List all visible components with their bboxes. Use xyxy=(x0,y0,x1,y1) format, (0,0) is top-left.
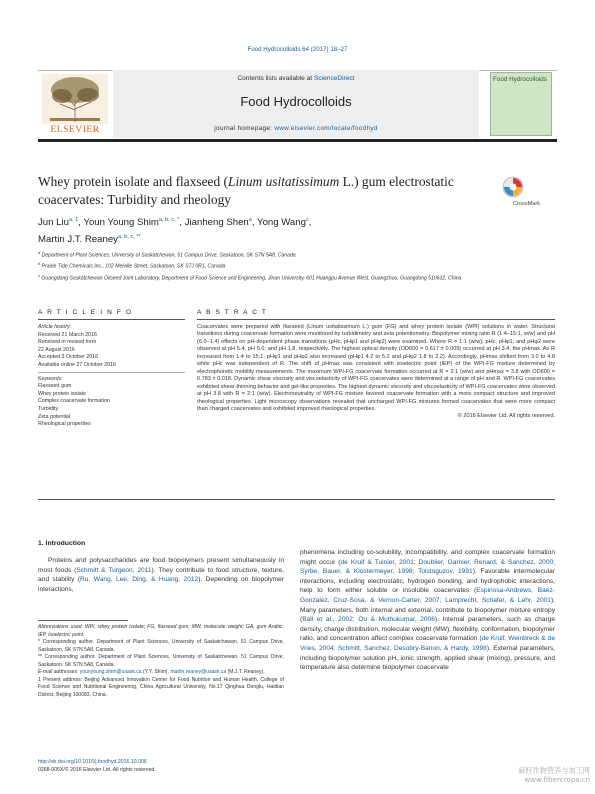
article-title xyxy=(38,173,478,209)
affiliation-text: Prairie Tide Chemicals Inc., 102 Melville Street, Saskatoon, SK S7J 0R1, Canada xyxy=(41,264,226,271)
elsevier-tree-logo xyxy=(42,74,108,124)
abstract-rule xyxy=(197,319,555,320)
keyword-item: Flaxseed gum xyxy=(38,383,72,390)
body-text: ). Internal parameters, such as charge density, charge distribution, molecular weight (MW), flexibility, conformation, biopolymer ratio, and concentration affect complex coacervate formation ( xyxy=(300,616,555,643)
affiliation-marker: b xyxy=(38,261,41,267)
affiliation-item xyxy=(38,272,558,283)
intro-text: Proteins and polysaccharides are food biopolymers present simultaneously in most foods ( xyxy=(38,557,284,574)
footnote-corresponding-1: * Corresponding author. Department of Plant Sciences, University of Saskatchewan, 51 Campus Drive, Saskatoon, SK S7N 5A8, Canada. xyxy=(38,639,284,653)
right-column-paragraph xyxy=(300,548,555,673)
keywords-label: Keywords: xyxy=(38,375,63,382)
body-text: ). Favorable intermolecular interactions, including electrostatic, hydrogen bonding, and hydrophobic interactions, help to form either soluble or insoluble coacervates ( xyxy=(300,568,555,595)
introduction-heading: 1. Introduction xyxy=(38,540,86,547)
doi-block xyxy=(38,758,284,774)
title-part-2: L.) gum electrostatic coacervates: Turbidity and rheology xyxy=(38,174,454,207)
history-label: Article history: xyxy=(38,324,72,330)
affiliation-marker: a xyxy=(38,250,41,255)
email-link[interactable]: younyoung.shim@usask.ca xyxy=(79,669,142,675)
footnote-emails xyxy=(38,669,284,677)
journal-title: Food Hydrocolloids xyxy=(240,94,352,109)
homepage-link[interactable]: www.elsevier.com/locate/foodhyd xyxy=(274,125,378,132)
article-info-rule xyxy=(38,319,185,320)
email-owner: (Y.Y. Shim), xyxy=(141,669,171,675)
email-label: E-mail addresses: xyxy=(38,669,80,675)
doi-link[interactable]: http://dx.doi.org/10.1016/j.foodhyd.2016.10.006 xyxy=(38,759,147,765)
citation-link[interactable]: Ru, Wang, Lee, Ding, & Huang, 2012 xyxy=(80,576,199,584)
citation-link[interactable]: de Kruif & Tuinier, 2001; Doublier, Garnier, Renard, & Sanchez, 2000; Syrbe, Bauer, & Klostermeyer, 1998; Tolstoguzov, 1991 xyxy=(300,558,556,576)
citation-link[interactable]: de Kruif, Weinbreck & de Vries, 2004; Schmitt, Sanchez, Desobry-Banon, & Hardy, 1998 xyxy=(300,635,555,652)
author-affil-marker[interactable]: a, 1 xyxy=(68,217,79,223)
author-name[interactable]: Jianheng Shen xyxy=(184,217,249,229)
author-affil-marker[interactable]: a xyxy=(248,217,252,223)
author-name[interactable]: Martin J.T. Reaney xyxy=(38,234,118,246)
crossmark-label[interactable]: CrossMark xyxy=(513,201,541,207)
abbreviations-text: Abbreviations used: WPI, whey protein isolate; FG, flaxseed gum; MW, molecular weight; GA, gum Arabic; IEP, isoelectric point. xyxy=(38,624,284,638)
author-name[interactable]: Youn Young Shim xyxy=(83,217,159,229)
homepage-prefix: journal homepage: xyxy=(214,125,275,132)
footnote-abbreviations xyxy=(38,624,284,639)
copyright-notice: © 2016 Elsevier Ltd. All rights reserved. xyxy=(457,413,555,420)
body-text: phenomena including co-solubility, incompatibility, and complex coacervate formation might occur ( xyxy=(300,549,555,566)
author-affil-marker[interactable]: a, b, c, * xyxy=(158,217,180,223)
citation-link[interactable]: Ball et al., 2002; Ou & Muthukumar, 2006 xyxy=(302,616,435,624)
info-divider xyxy=(38,372,185,373)
author-name[interactable]: Jun Liu xyxy=(38,217,69,229)
cover-title: Food Hydrocolloids xyxy=(493,76,547,83)
history-item: Received in revised form xyxy=(38,339,97,346)
keyword-item: Complex coacervate formation xyxy=(38,398,110,405)
email-link[interactable]: martin.reaney@usask.ca xyxy=(170,669,227,675)
affiliations xyxy=(38,249,558,283)
issn-line: 0268-005X/© 2016 Elsevier Ltd. All rights reserved. xyxy=(38,767,156,773)
author-affil-marker[interactable]: c xyxy=(305,217,309,223)
affiliation-marker: c xyxy=(38,272,40,278)
email-owner: (M.J.T. Reaney). xyxy=(226,669,265,675)
elsevier-wordmark: ELSEVIER xyxy=(50,124,100,135)
affiliation-item xyxy=(38,249,558,260)
history-item: Received 21 March 2016 xyxy=(38,331,97,338)
abstract-text: Coacervates were prepared with flaxseed (Linum usitatissimum L.) gum (FG) and whey protein isolate (WPI) solutions in water. Structural transitions during coacervate formation were monitored by turbidimetry and zeta potentiometry. Biopolymer mixing ratio R (1:4–15:1, w/w) and pH (6.0–1.4) effects on pH-dependent phase transitions (pHc, pHφ1 and pHφ2) were examined. Where R = 1:1 (w/w), pHc, pHφ1, and pHφ2 were observed at pH 5.4, pH 5.0, and pH 1.8, respectively. The highest optical density (OD600 = 0.617 ± 0.009) occurred at pH 3.4, the pHmax. As R increased from 1:4 to 15:1, pHφ1 and pHφ2 also increased (pHφ1 4.2 to 5.2 and pHφ2 1.8 to 2.2). Accordingly, pHmax shifted from 3.0 to 4.8 while pHc was independent of R. The shift of pHmax was consistent with isoelectric point (IEP) of the WPI-FG mixture determined by electrophoretic mobility measurements. The maximum WPI-FG coacervate formation occurred at R = 2:1 (w/w) and pHmax = 3.8 with OD600 = 0.783 ± 0.018. Dynamic shear viscosity and viscoelasticity of WPI-FG coacervates were determined at a range of pH and R. WPI-FG coacervates exhibited shear-thinning behavior and gel-like properties. The highest dynamic viscosity and viscoelasticity of WPI-FG coacervates were observed at pH 3.8 with R = 2:1 (w/w). Electroneutrality of WPI-FG mixture favored coacervate formation with a more compact structure and improved rheological properties. Light microscopy observations revealed that uncharged WPI-FG mixtures formed coacervates that were more compact than charged coacervates and exhibited improved rheological properties. xyxy=(197,324,555,412)
article-info-heading: A R T I C L E I N F O xyxy=(38,309,133,316)
affiliation-item xyxy=(38,260,558,271)
citation-link[interactable]: Schmitt & Turgeon, 2011 xyxy=(76,566,152,574)
footnote-corresponding-2: ** Corresponding author. Department of Plant Sciences, University of Saskatchewan, 51 Campus Drive, Saskatoon, SK S7N 5A8, Canada. xyxy=(38,654,284,668)
body-text: ). Many parameters, both internal and external, contribute to biopolymer mixture entropy ( xyxy=(300,596,555,624)
abstract-body xyxy=(197,324,555,421)
abstract-bottom-rule xyxy=(38,499,555,500)
intro-text: ). They contribute to food structure, texture, and stability ( xyxy=(38,566,284,584)
history-item: Available online 27 October 2016 xyxy=(38,361,116,368)
author-list: Jun Liu$^{a, 1}$, Youn Young Shim$^{a, b, c, *}$, Jianheng Shen$^a$, Yong Wang$^c$, Martin J.T. Reaney$^{a, b, c, **}$ xyxy=(38,217,312,246)
sciencedirect-link[interactable]: ScienceDirect xyxy=(313,75,355,82)
footnote-present-address: 1 Present address: Beijing Advanced Innovation Center for Food Nutrition and Human Health, College of Food Science and Nutritional Engineering, China Agricultural University, No.17 Qinghua Donglu, Haidian District, Beijing 100083, China. xyxy=(38,676,284,698)
introduction-paragraph xyxy=(38,556,284,594)
article-info-panel xyxy=(38,324,185,429)
affiliation-text: Guangdong Saskatchewan Oilseed Joint Laboratory, Department of Food Science and Engineering, Jinan University, 601 Huangpu Avenue West, Guangzhou, Guangdong 510632, China xyxy=(41,275,462,282)
citation-link[interactable]: Espinosa-Andrews, Baez-Gonzalez, Cruz-Sosa, & Vernon-Carter, 2007; Lamprecht, Schafer, & Lehr, 2001 xyxy=(300,587,555,604)
keyword-item: Rheological properties xyxy=(38,421,91,428)
footnotes xyxy=(38,624,284,699)
author-name[interactable]: Yong Wang xyxy=(257,217,306,229)
title-species: Linum usitatissimum xyxy=(228,174,340,189)
site-watermark: 麻籽作物营养与加工网 www.fibercrops.cn xyxy=(518,766,590,784)
keyword-item: Whey protein isolate xyxy=(38,390,86,397)
body-text: ). External parameters, including biopolymer solution pH, ionic strength, applied shear (mixing), pressure, and temperature also determine biopolymer coacervate xyxy=(300,644,555,672)
footnote-rule xyxy=(38,620,128,621)
affiliation-text: Department of Plant Sciences, University of Saskatchewan, 51 Campus Drive, Saskatoon, SK S7N 5A8, Canada xyxy=(41,252,296,259)
contents-prefix: Contents lists available at xyxy=(237,75,314,82)
author-affil-marker[interactable]: a, b, c, ** xyxy=(117,234,141,241)
abstract-heading: A B S T R A C T xyxy=(197,309,268,316)
journal-homepage xyxy=(113,125,479,132)
history-item: Accepted 3 October 2016 xyxy=(38,354,99,361)
contents-line xyxy=(113,75,479,82)
journal-reference[interactable]: Food Hydrocolloids 64 (2017) 18–27 xyxy=(247,46,348,53)
keyword-item: Zeta potential xyxy=(38,413,71,420)
title-part-1: Whey protein isolate and flaxseed ( xyxy=(38,174,228,189)
keyword-item: Turbidity xyxy=(38,405,59,412)
history-item: 22 August 2016 xyxy=(38,346,75,353)
intro-text: ). Depending on biopolymer interactions, xyxy=(38,576,284,593)
